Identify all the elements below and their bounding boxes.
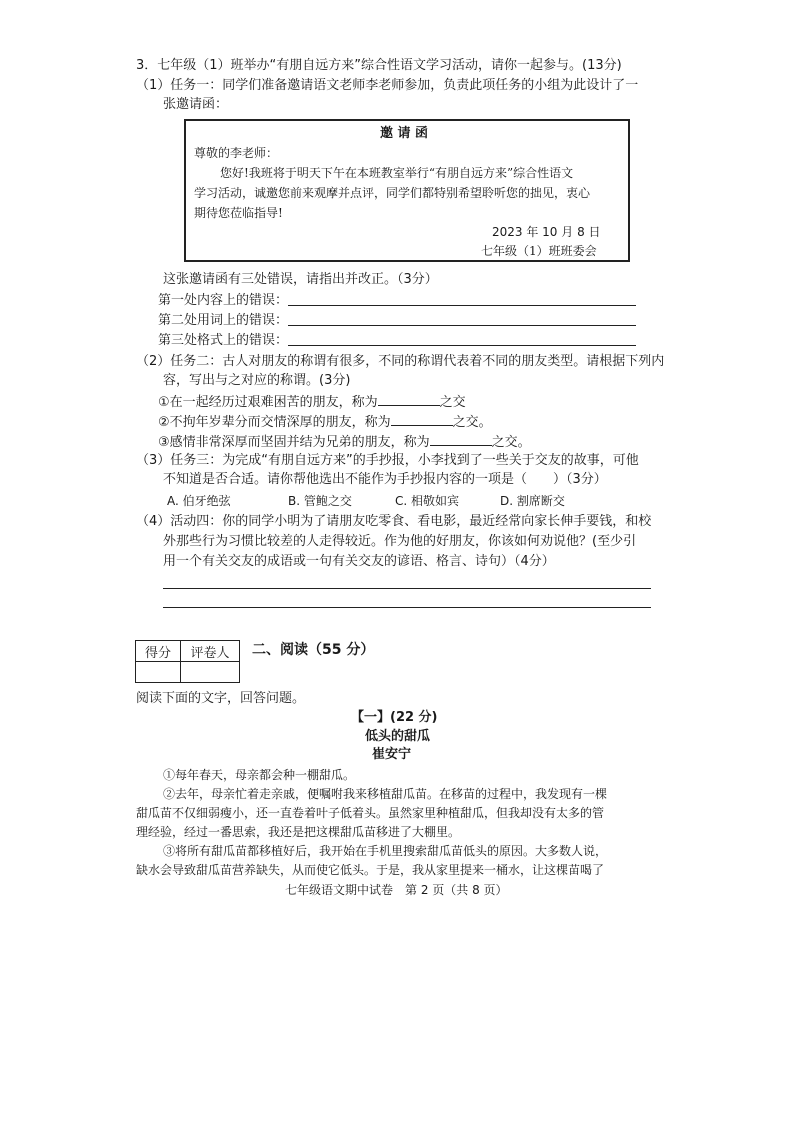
invitation-body-line-1: 您好!我班将于明天下午在本班教室举行“有朋自远方来”综合性语文 (220, 166, 574, 180)
task-4-answer-line-1[interactable] (163, 588, 651, 589)
task-1-line-1: （1）任务一：同学们准备邀请语文老师李老师参加，负责此项任务的小组为此设计了一 (136, 78, 639, 93)
task-2-item-2-blank[interactable] (391, 413, 453, 426)
invitation-salutation: 尊敬的李老师： (194, 146, 279, 160)
paragraph-2-line-2: 甜瓜苗不仅细弱瘦小，还一直卷着叶子低着头。虽然家里种植甜瓜，但我却没有太多的管 (136, 806, 605, 820)
error-3-label: 第三处格式上的错误： (158, 333, 289, 348)
task-3-line-2: 不知道是否合适。请你帮他选出不能作为手抄报内容的一项是（ ）（3分） (163, 472, 607, 487)
error-1-answer-line[interactable] (288, 305, 636, 306)
option-b[interactable]: B. 管鲍之交 (288, 494, 352, 508)
task-2-item-3-suffix: 之交。 (491, 435, 531, 450)
invitation-title: 邀 请 函 (380, 126, 429, 141)
task-2-item-1-blank[interactable] (378, 393, 440, 406)
option-c[interactable]: C. 相敬如宾 (395, 494, 460, 508)
task-2-item-1 (158, 393, 466, 411)
paragraph-3-line-2: 缺水会导致甜瓜苗营养缺失，从而使它低头。于是，我从家里提来一桶水，让这棵苗喝了 (136, 863, 605, 877)
task-2-line-2: 容，写出与之对应的称谓。(3分) (163, 373, 351, 388)
task-2-item-2-text: ②不拘年岁辈分而交情深厚的朋友，称为 (158, 415, 391, 430)
part-1-label: 【一】(22 分) (351, 710, 438, 725)
paragraph-2-line-1: ②去年，母亲忙着走亲戚，便嘱咐我来移植甜瓜苗。在移苗的过程中，我发现有一棵 (163, 787, 608, 801)
task-4-answer-line-2[interactable] (163, 607, 651, 608)
task-4-line-2: 外那些行为习惯比较差的人走得较近。作为他的好朋友，你该如何劝说他？(至少引 (163, 534, 637, 549)
task-3-line-1: （3）任务三：为完成“有朋自远方来”的手抄报，小李找到了一些关于交友的故事，可他 (136, 453, 639, 468)
error-3-answer-line[interactable] (288, 345, 636, 346)
errors-prompt: 这张邀请函有三处错误，请指出并改正。（3分） (163, 272, 438, 287)
error-2-label: 第二处用词上的错误： (158, 313, 289, 328)
task-2-item-2-suffix: 之交。 (452, 415, 492, 430)
article-title: 低头的甜瓜 (365, 729, 431, 744)
task-2-item-1-text: ①在一起经历过艰难困苦的朋友，称为 (158, 395, 378, 410)
error-1-label: 第一处内容上的错误： (158, 293, 289, 308)
invitation-body-line-3: 期待您莅临指导! (194, 206, 283, 220)
score-label: 得分 (136, 641, 181, 662)
paragraph-3-line-1: ③将所有甜瓜苗都移植好后，我开始在手机里搜索甜瓜苗低头的原因。大多数人说， (163, 844, 608, 858)
invitation-body-line-2: 学习活动，诚邀您前来观摩并点评，同学们都特别希望聆听您的拙见，衷心 (194, 186, 591, 200)
task-2-item-3 (158, 433, 531, 451)
question-3-stem: 3．七年级（1）班举办“有朋自远方来”综合性语文学习活动，请你一起参与。(13分) (136, 58, 622, 73)
invitation-date: 2023 年 10 月 8 日 (492, 225, 601, 239)
section-2-heading: 二、阅读（55 分） (252, 642, 375, 658)
page-footer: 七年级语文期中试卷 第 2 页（共 8 页） (285, 883, 508, 897)
task-4-line-1: （4）活动四：你的同学小明为了请朋友吃零食、看电影，最近经常向家长伸手要钱，和校 (136, 514, 652, 529)
error-2-answer-line[interactable] (288, 325, 636, 326)
task-2-item-3-blank[interactable] (430, 433, 492, 446)
score-cell[interactable] (136, 662, 181, 683)
paragraph-1: ①每年春天，母亲都会种一棚甜瓜。 (163, 768, 356, 782)
grader-cell[interactable] (181, 662, 240, 683)
paragraph-2-line-3: 理经验，经过一番思索，我还是把这棵甜瓜苗移进了大棚里。 (136, 825, 461, 839)
task-2-item-1-suffix: 之交 (439, 395, 466, 410)
option-a[interactable]: A. 伯牙绝弦 (167, 494, 231, 508)
task-2-item-2 (158, 413, 492, 431)
grader-label: 评卷人 (181, 641, 240, 662)
invitation-sender: 七年级（1）班班委会 (481, 244, 597, 258)
task-4-line-3: 用一个有关交友的成语或一句有关交友的谚语、格言、诗句）（4分） (163, 554, 555, 569)
task-2-line-1: （2）任务二：古人对朋友的称谓有很多，不同的称谓代表着不同的朋友类型。请根据下列内 (136, 354, 665, 369)
score-table (135, 640, 240, 683)
reading-instruction: 阅读下面的文字，回答问题。 (136, 691, 306, 706)
article-author: 崔安宁 (372, 747, 412, 762)
task-2-item-3-text: ③感情非常深厚而坚固并结为兄弟的朋友，称为 (158, 435, 430, 450)
task-1-line-2: 张邀请函： (163, 97, 229, 112)
option-d[interactable]: D. 割席断交 (500, 494, 565, 508)
